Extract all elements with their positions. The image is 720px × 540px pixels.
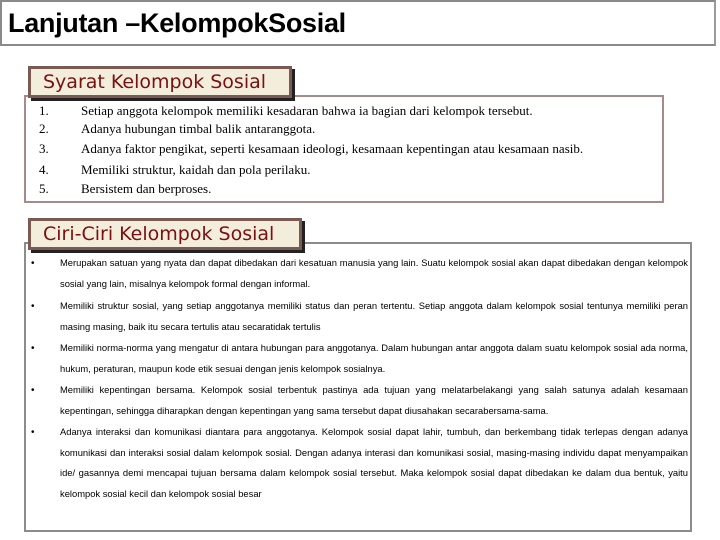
- list-item: Adanya interaksi dan komunikasi diantara para anggotanya. Kelompok sosial dapat lahir, tumbuh, dan berkembang tidak terlepas dengan adanya komunikasi dan interaksi sosial dalam kelompok sosial. Dengan adanya interasi dan komunikasi sosial, masing-masing individu dapat menyampaikan ide/ gasannya demi mencapai tujuan bersama dalam kelompok sosial tersebut. Maka kelompok sosial dapat dibedakan ke dalam dua bentuk, yaitu kelompok sosial kecil dan kelompok sosial besar: [60, 426, 688, 499]
- item-number: 5.: [39, 181, 49, 196]
- characteristics-panel: [24, 242, 692, 532]
- item-number: 2.: [39, 121, 49, 136]
- section-heading-requirements: Syarat Kelompok Sosial: [28, 66, 292, 98]
- title-bar: [0, 0, 716, 46]
- list-item: Memiliki norma-norma yang mengatur di antara hubungan para anggotanya. Dalam hubungan antar anggota dalam suatu kelompok sosial ada norma, hukum, peraturan, maupun kode etik sesuai dengan jenis kelompok sosialnya.: [60, 342, 688, 374]
- bullet-icon: •: [31, 427, 35, 438]
- list-item: Memiliki struktur sosial, yang setiap anggotanya memiliki status dan peran tertentu. Setiap anggota dalam kelompok sosial tentunya memiliki peran masing masing, baik itu secara tertulis atau secaratidak tertulis: [60, 300, 688, 332]
- bullet-icon: •: [31, 301, 35, 312]
- list-item: Merupakan satuan yang nyata dan dapat dibedakan dari kesatuan manusia yang lain. Suatu kelompok sosial akan dapat dibedakan dengan kelompok sosial yang lain, misalnya kelompok formal dengan informal.: [60, 257, 688, 289]
- bullet-icon: •: [31, 258, 35, 269]
- bullet-icon: •: [31, 343, 35, 354]
- section-heading-characteristics: Ciri-Ciri Kelompok Sosial: [28, 218, 302, 250]
- item-text: Bersistem dan berproses.: [81, 181, 212, 196]
- requirements-panel: [24, 95, 664, 203]
- page-title: Lanjutan –KelompokSosial: [8, 8, 346, 38]
- list-item: Memiliki kepentingan bersama. Kelompok sosial terbentuk pastinya ada tujuan yang melatarbelakangi yang salah satunya adalah kesamaan kepentingan, sehingga diharapkan dengan kepentingan yang sama tersebut dapat diusahakan secarabersama-sama.: [60, 384, 688, 416]
- item-text: Memiliki struktur, kaidah dan pola perilaku.: [81, 162, 311, 177]
- item-text: Setiap anggota kelompok memiliki kesadaran bahwa ia bagian dari kelompok tersebut.: [81, 103, 533, 118]
- bullet-icon: •: [31, 385, 35, 396]
- item-number: 1.: [39, 103, 49, 118]
- item-text: Adanya hubungan timbal balik antaranggota.: [81, 121, 316, 136]
- item-number: 4.: [39, 162, 49, 177]
- item-number: 3.: [39, 141, 49, 156]
- item-text: Adanya faktor pengikat, seperti kesamaan ideologi, kesamaan kepentingan atau kesamaan nasib.: [81, 141, 584, 156]
